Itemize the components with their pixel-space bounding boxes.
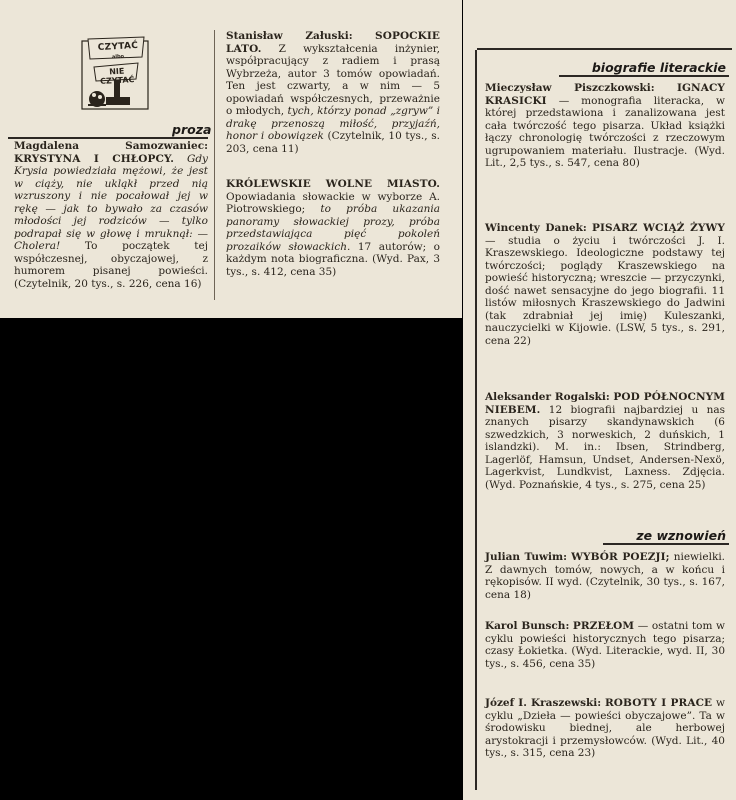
entry-text: (Czytelnik, 10 tys., s. 203, cena 11)	[226, 130, 440, 155]
czytac-nie-czytac-logo	[80, 35, 152, 113]
section-label-wznowien: ze wznowień	[636, 528, 726, 543]
entry-text: Opowiadania słowackie w wyborze A. Piotrowskiego;	[226, 190, 440, 215]
logo-word-czytac: CZYTAĆ	[97, 40, 139, 54]
entry-title: KRYSTYNA I CHŁOPCY.	[14, 152, 174, 165]
entry-author: Julian Tuwim:	[485, 551, 567, 563]
entry-text: 12 biografii najbardziej u nas znanych pisarzy skandynawskich (6 szwedzkich, 3 norweskich, 2 duńskich, 1 islandzki). M. in.: Ibsen, Strindberg, Lagerlöf, Hamsun, Undset, Andersen-Nexö, Lagerkvist, Lundkvist, Laxness. Zdjęcia. (Wyd. Poznańskie, 4 tys., s. 275, cena 25)	[485, 403, 726, 491]
entry-author: Wincenty Danek:	[485, 222, 587, 234]
entry-author: Mieczysław Piszczkowski:	[485, 82, 655, 94]
section-label-biografie: biografie literackie	[591, 60, 726, 75]
entry-title: KRÓLEWSKIE WOLNE MIASTO.	[226, 178, 440, 190]
entry-author: Karol Bunsch:	[485, 620, 570, 632]
entry-italic-text: tych, którzy ponad „zgryw” i drakę przenoszą miłość, przyjaźń, honor i obowiązek	[226, 105, 440, 142]
entry-text: — studia o życiu i twórczości J. I. Kraszewskiego. Ideologiczne podstawy tej twórczości; poglądy Kraszewskiego na powieść historyczną; wreszcie — przyczynki, dość nawet sensacyjne do jego biografii. 11 listów miłosnych Kraszewskiego do Jadwini (tak zdrabniał jej imię) Kuleszanki, nauczycielki w Kijowie. (LSW, 5 tys., s. 291, cena 22)	[485, 234, 725, 347]
section-rule-biografie	[477, 48, 732, 50]
entry-author: Stanisław Załuski:	[226, 30, 353, 42]
entry-samozwaniec	[14, 140, 208, 290]
entry-italic-text: Gdy Krysia powiedziała mężowi, że jest w ciąży, nie ukląkł przed nią wzruszony i nie pocałował jej w rękę — jak to bywało za czasów młodości jej rodziców — tylko podrapał się w głowę i mruknął: — Cholera!	[14, 152, 208, 252]
entry-text: 17 autorów; o każdym nota biograficzna. (Wyd. Pax, 3 tys., s. 412, cena 35)	[226, 240, 440, 278]
section-label-proza: proza	[172, 122, 212, 137]
entry-author: Magdalena Samozwaniec:	[14, 140, 208, 152]
entry-text: To początek tej współczesnej, obyczajowej, z humorem pisanej powieści. (Czytelnik, 20 tys., s. 226, cena 16)	[14, 240, 209, 290]
entry-title: ROBOTY I PRACE	[604, 697, 713, 709]
entry-text: niewielki. Z dawnych tomów, nowych, a w końcu i rękopisów. II wyd. (Czytelnik, 30 tys., s. 167, cena 18)	[485, 551, 726, 601]
entry-author: Józef I. Kraszewski:	[485, 697, 602, 709]
entry-danek	[485, 222, 725, 347]
section-rule-proza	[8, 137, 208, 139]
left-clipping	[0, 0, 462, 318]
entry-title: POD PÓŁNOCNYM NIEBEM.	[485, 391, 725, 416]
entry-bunsch	[485, 620, 725, 670]
entry-title: PISARZ WCIĄŻ ŻYWY	[592, 222, 726, 234]
entry-title: SOPOCKIE LATO.	[226, 30, 440, 55]
entry-title: WYBÓR POEZJI;	[571, 551, 670, 563]
left-border-rule	[475, 50, 477, 790]
right-clipping	[463, 0, 736, 800]
logo-word-albo: albo	[111, 53, 125, 61]
entry-zaluski	[226, 30, 440, 155]
column-divider	[214, 30, 215, 300]
entry-text: w cyklu „Dzieła — powieści obyczajowe”. Ta w środowisku biednej, ale herbowej arystokracji i przemysłowców. (Wyd. Lit., 40 tys., s. 315, cena 23)	[485, 697, 725, 759]
entry-author: Aleksander Rogalski:	[485, 391, 610, 403]
entry-kraszewski	[485, 697, 725, 760]
entry-text: Z wykształcenia inżynier, współpracujący z radiem i prasą Wybrzeża, autor 3 tomów opowiadań. Ten jest czwarty, a w nim — 5 opowiadań współczesnych, przeważnie o młodych,	[226, 42, 440, 117]
logo-word-nie-czytac: NIE CZYTAĆ	[99, 66, 135, 86]
entry-text: — ostatni tom w cyklu powieści historycznych tego pisarza; czasy Łokietka. (Wyd. Literackie, wyd. II, 30 tys., s. 456, cena 35)	[485, 620, 726, 670]
section-underline-wznowien	[603, 543, 729, 545]
entry-krolewskie-wolne-miasto	[226, 178, 440, 278]
entry-title: PRZEŁOM	[572, 620, 635, 632]
entry-text: — monografia literacka, w której przedstawiona i zanalizowana jest cała twórczość tego pisarza. Układ książki łączy chronologię twórczości z rzeczowym ugrupowaniem materiału. Ilustracje. (Wyd. Lit., 2,5 tys., s. 547, cena 80)	[485, 94, 725, 169]
entry-rogalski	[485, 391, 725, 491]
entry-title: IGNACY KRASICKI	[485, 82, 726, 107]
entry-italic-text: to próba ukazania panoramy słowackiej prozy, próba przedstawiająca pięć pokoleń prozaików słowackich.	[226, 203, 440, 253]
entry-piszczkowski	[485, 82, 725, 170]
entry-tuwim	[485, 551, 725, 601]
section-underline-biografie	[559, 75, 729, 77]
